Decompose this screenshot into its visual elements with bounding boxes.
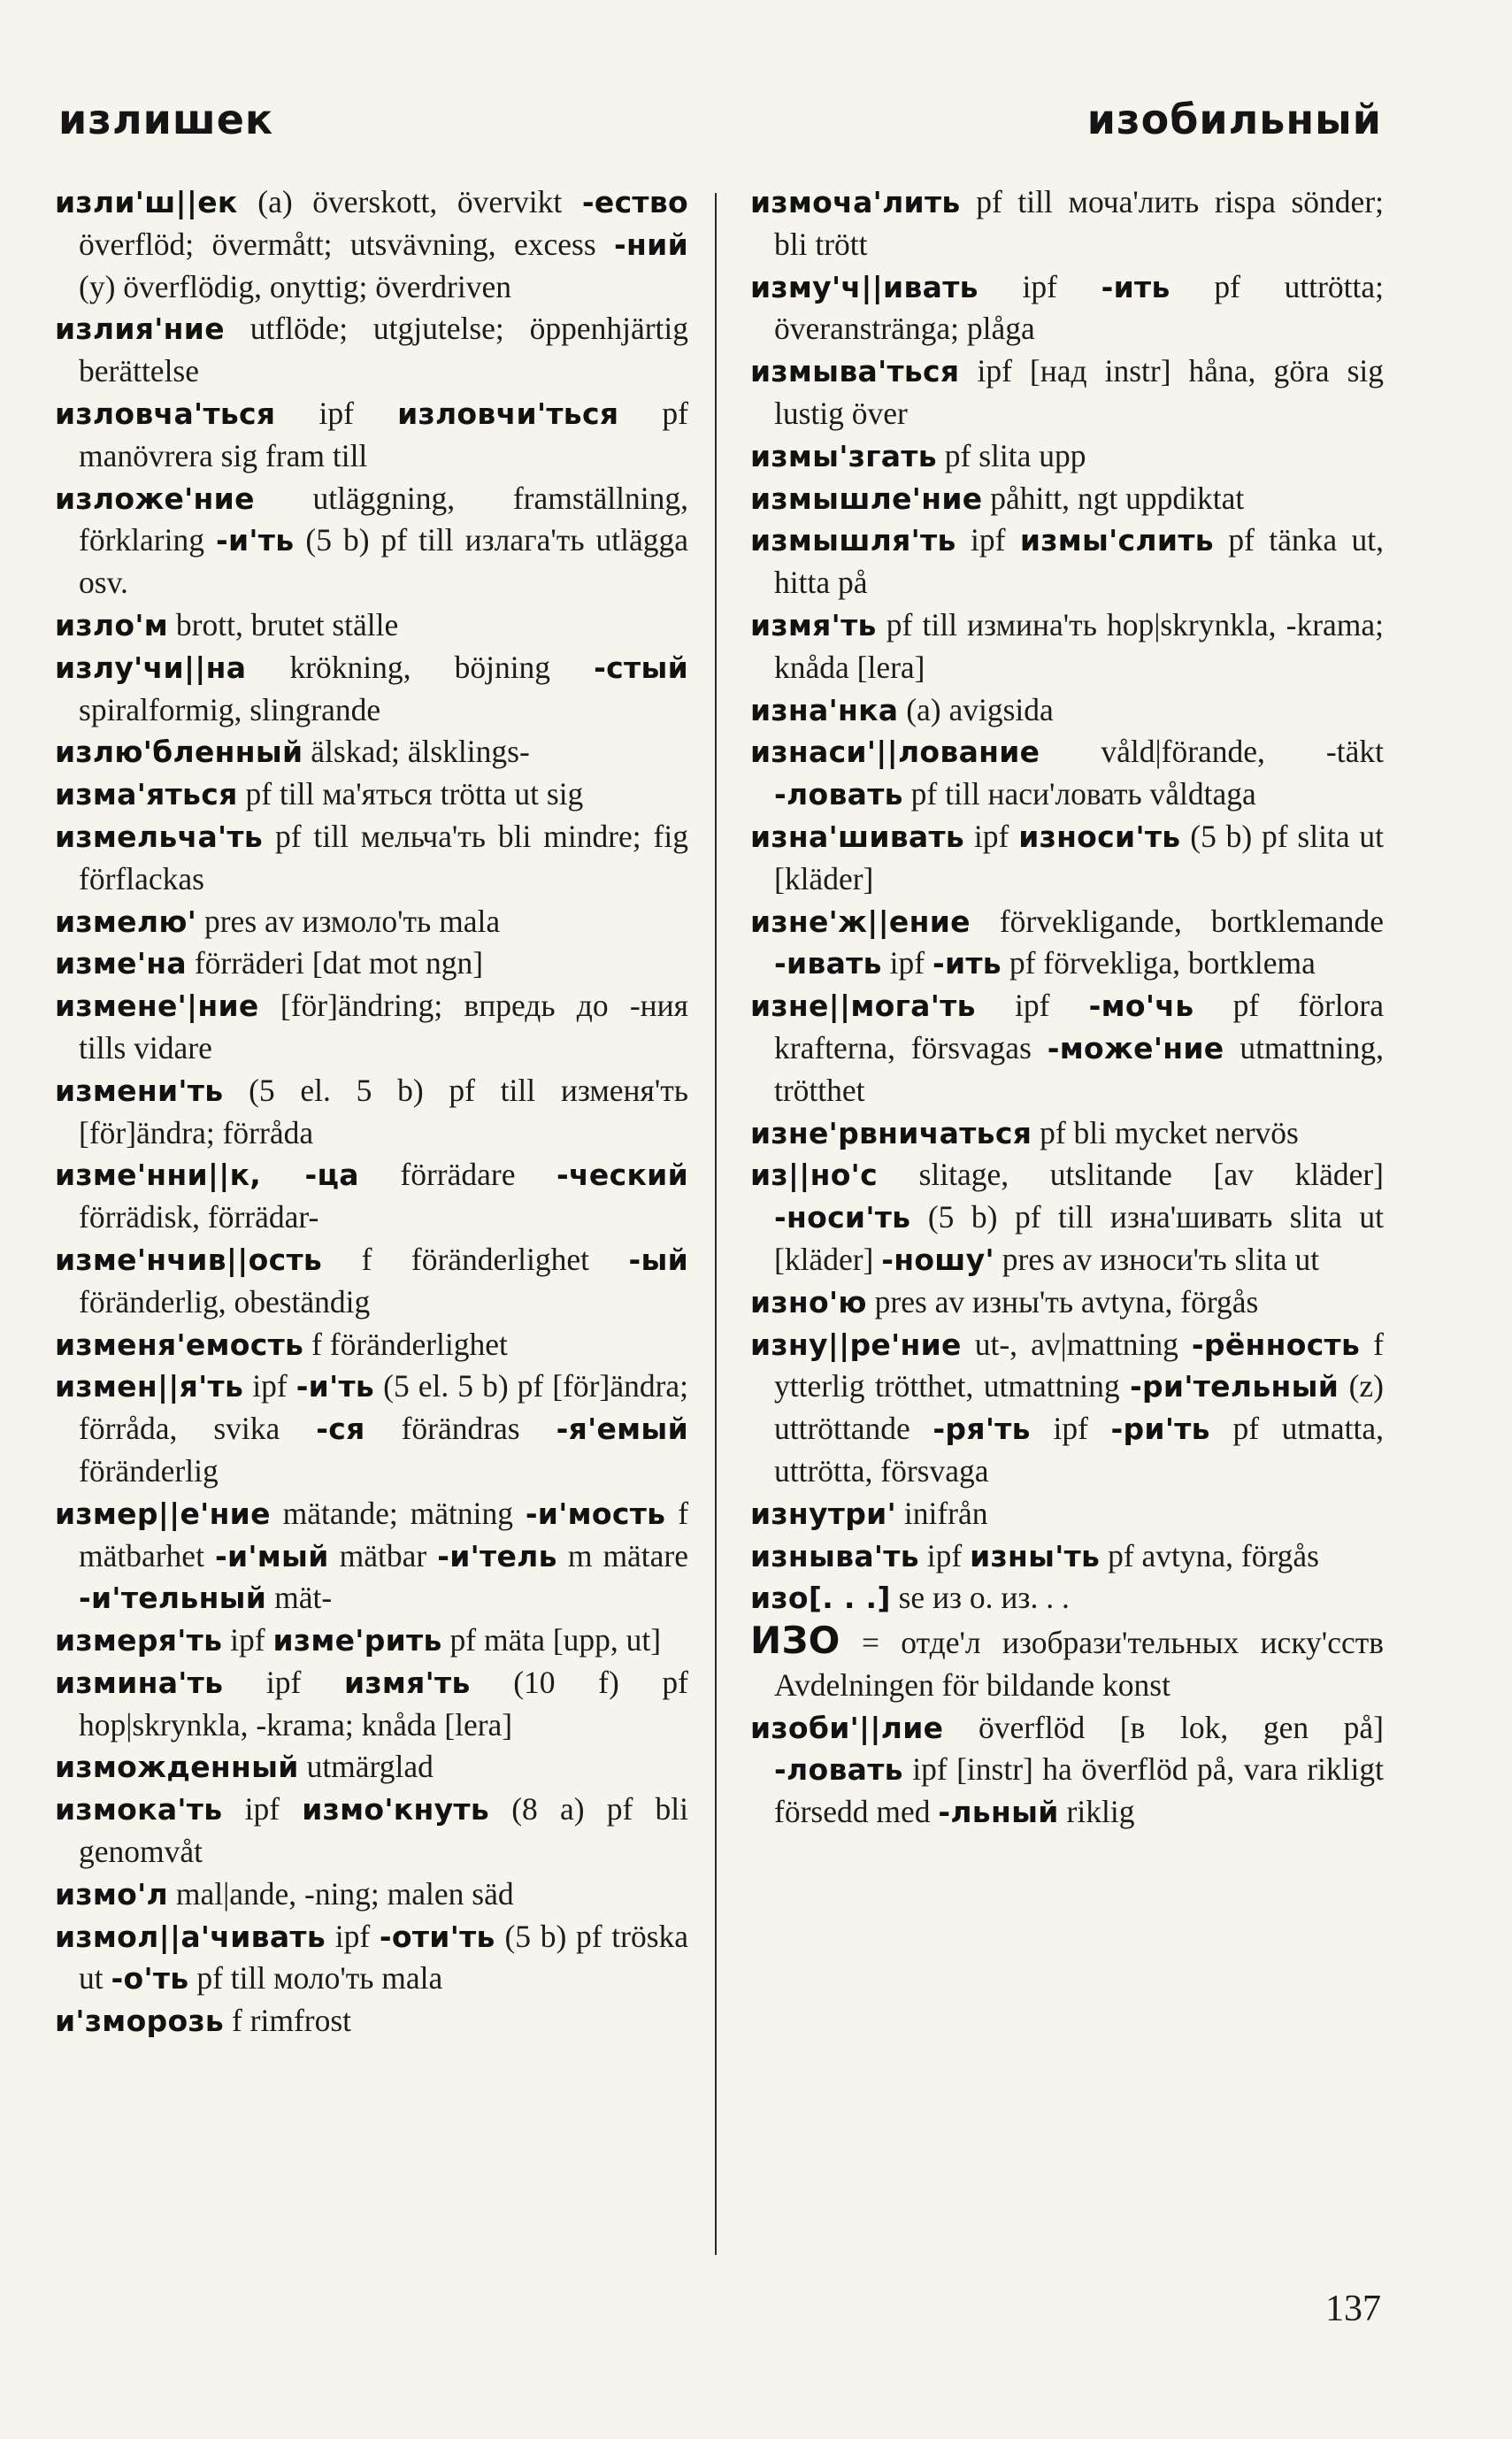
definition: pf uttrötta; överanstränga; plåga: [774, 268, 1384, 347]
headword: изме'нни||к, -ца: [55, 1158, 359, 1193]
entry: [55, 943, 688, 985]
definition: pf till наси'ловать våldtaga: [910, 776, 1256, 812]
definition: pf till моча'лить rispa sönder; bli trött: [774, 184, 1384, 262]
headword: изменя'емость: [55, 1327, 304, 1362]
headword: -ловать: [774, 1752, 903, 1788]
headword: изны'ть: [970, 1538, 1101, 1573]
headword: изло'м: [55, 607, 169, 642]
definition: pf till измина'ть hop|skrynkla, -krama; knåda [lera]: [774, 606, 1385, 685]
headword: -ловать: [774, 777, 903, 812]
headword: -ивать: [774, 946, 882, 981]
definition: ipf: [1014, 988, 1050, 1024]
headword: изныва'ть: [750, 1538, 919, 1573]
definition: ipf: [265, 1664, 302, 1700]
headword: измоча'лить: [750, 185, 961, 219]
entry: [750, 478, 1384, 520]
headword: изо[. . .]: [750, 1581, 891, 1616]
definition: se из o. из. . .: [898, 1580, 1070, 1616]
definition: m mätare: [567, 1537, 689, 1573]
entry: [750, 689, 1384, 732]
definition: våld|förande, -täkt: [1101, 734, 1384, 770]
definition: ipf: [971, 522, 1006, 558]
definition: (8 a) pf bli genomvåt: [79, 1791, 689, 1870]
headword: измеря'ть: [55, 1623, 223, 1658]
definition: f ytterlig trötthet, utmattning: [774, 1326, 1384, 1404]
headword: из||но'с: [750, 1158, 878, 1193]
entry: [55, 731, 688, 773]
definition: krökning, böjning: [289, 649, 551, 685]
headword: изну||ре'ние: [750, 1327, 962, 1362]
entry: [55, 478, 688, 604]
definition: pf avtyna, förgås: [1108, 1537, 1319, 1573]
definition: förräderi [dat mot ngn]: [194, 945, 484, 981]
definition: pf till моло'ть mala: [196, 1960, 443, 1997]
headword: измы'згать: [750, 438, 937, 473]
headword: -ри'ть: [1110, 1412, 1210, 1447]
definition: spiralformig, slingrande: [79, 691, 381, 727]
definition: pf till мельча'ть bli mindre; fig förflackas: [79, 818, 688, 896]
definition: inifrån: [903, 1495, 988, 1531]
headword: измышле'ние: [750, 481, 983, 516]
definition: ipf: [244, 1791, 280, 1827]
definition: utläggning, framställning, förklaring: [79, 480, 688, 558]
definition: pf manövrera sig fram till: [79, 395, 688, 473]
definition: (5 b) pf till излага'ть utlägga osv.: [79, 522, 689, 601]
definition: ipf [instr] ha överflöd på, vara rikligt försedd med: [774, 1751, 1385, 1830]
column-divider: [715, 193, 717, 2255]
headword: измен||я'ть: [55, 1369, 244, 1404]
headword: измя'ть: [750, 607, 877, 642]
definition: pres av изны'ть avtyna, förgås: [874, 1283, 1259, 1320]
headword: изнаси'||лование: [750, 735, 1040, 770]
definition: förvekligande, bortklemande: [999, 903, 1384, 939]
headword: изнутри': [750, 1496, 896, 1531]
entry: [750, 435, 1384, 478]
definition: f mätbarhet: [79, 1495, 689, 1573]
entry: [750, 1577, 1384, 1620]
headword: -льный: [938, 1795, 1059, 1830]
headword: -ношу': [881, 1242, 994, 1277]
headword: измельча'ть: [55, 819, 264, 854]
headword: измелю': [55, 904, 197, 939]
definition: ipf: [252, 1368, 288, 1404]
headword: -ество: [581, 185, 689, 219]
headword: -и'ть: [295, 1369, 375, 1404]
headword: изма'яться: [55, 777, 238, 812]
definition: ipf: [230, 1622, 265, 1658]
headword: изму'ч||ивать: [750, 269, 979, 304]
headword: изловча'ться: [55, 396, 276, 431]
headword: износи'ть: [1018, 819, 1181, 854]
headword: измени'ть: [55, 1073, 224, 1108]
entry: [55, 393, 688, 478]
headword: -ря'ть: [933, 1412, 1031, 1447]
headword: измене'|ние: [55, 989, 259, 1024]
headword: измышля'ть: [750, 523, 956, 558]
definition: förändras: [401, 1411, 520, 1447]
definition: pf utmatta, uttrötta, försvaga: [774, 1411, 1385, 1489]
headword: изможденный: [55, 1750, 299, 1785]
left-column: [55, 181, 688, 2043]
entry: [55, 1916, 688, 2001]
definition: ipf: [1022, 268, 1057, 304]
headword: -мо'чь: [1088, 989, 1194, 1024]
headword: измыва'ться: [750, 354, 960, 389]
definition: (10 f) pf hop|skrynkla, -krama; knåda [lera]: [79, 1664, 689, 1743]
headword: -ри'тельный: [1130, 1369, 1339, 1404]
headword: измя'ть: [343, 1665, 471, 1700]
definition: pf förlora krafterna, försvagas: [774, 988, 1384, 1066]
entry: [750, 1112, 1384, 1155]
entry: [55, 647, 688, 732]
definition: föränderlig: [79, 1452, 219, 1489]
page-number: 137: [1325, 2289, 1381, 2329]
definition: utflöde; utgjutelse; öppenhjärtig berättelse: [79, 311, 688, 389]
entry: [55, 604, 688, 647]
definition: (a) överskott, övervikt: [257, 184, 563, 219]
definition: mal|ande, -ning; malen säd: [175, 1875, 514, 1912]
definition: ipf: [926, 1537, 963, 1573]
entry: [55, 985, 688, 1070]
definition: föränderlig, obeständig: [79, 1283, 371, 1320]
definition: överflöd; övermått; utsvävning, excess: [79, 226, 596, 262]
headword: -рённость: [1191, 1327, 1361, 1362]
entry: [55, 1154, 688, 1239]
entry: [55, 1620, 688, 1662]
definition: ut-, av|mattning: [974, 1326, 1178, 1362]
headword: -и'тельный: [79, 1581, 267, 1616]
headword: изли'ш||ек: [55, 185, 238, 219]
entry: [750, 350, 1384, 435]
headword: -и'тель: [437, 1538, 557, 1573]
definition: (z) uttröttande: [774, 1368, 1384, 1447]
entry: [55, 308, 688, 393]
definition: mätande; mätning: [282, 1495, 513, 1531]
definition: pf till ма'яться trötta ut sig: [245, 776, 584, 812]
entry: [750, 1620, 1384, 1707]
entry: [750, 266, 1384, 351]
headword: -ый: [628, 1242, 689, 1277]
headword: измо'кнуть: [302, 1792, 489, 1827]
headword: изложе'ние: [55, 481, 255, 516]
definition: påhitt, ngt uppdiktat: [990, 480, 1245, 516]
definition: pf slita upp: [944, 437, 1086, 473]
headword: -и'мость: [525, 1496, 666, 1531]
headword: изно'ю: [750, 1284, 867, 1320]
entry: [750, 731, 1384, 816]
entry: [750, 181, 1384, 266]
entry: [55, 1324, 688, 1366]
definition: (5 el. 5 b) pf till изменя'ть [för]ändra; förråda: [79, 1072, 688, 1150]
headword: -я'емый: [556, 1412, 688, 1447]
entry: [750, 604, 1384, 689]
definition: mät-: [274, 1580, 333, 1616]
definition: (y) överflödig, onyttig; överdriven: [79, 268, 511, 304]
entry: [55, 1070, 688, 1155]
headword: измина'ть: [55, 1665, 224, 1700]
headword: -ний: [614, 227, 688, 262]
definition: pf bli mycket nervös: [1040, 1114, 1299, 1150]
headword: изне||мога'ть: [750, 989, 976, 1024]
entry: [750, 1154, 1384, 1281]
right-column: [750, 181, 1384, 1834]
entry: [55, 901, 688, 943]
entry: [750, 1281, 1384, 1324]
definition: förrädare: [400, 1157, 516, 1193]
running-head-right: изобильный: [1086, 96, 1382, 143]
definition: älskad; älsklings-: [311, 734, 530, 770]
headword: -ся: [316, 1412, 365, 1447]
definition: utmattning, trötthet: [774, 1029, 1385, 1108]
definition: (a) avigsida: [906, 691, 1054, 727]
headword: -и'мый: [214, 1538, 329, 1573]
headword: изне'рвничаться: [750, 1115, 1032, 1150]
headword: излу'чи||на: [55, 650, 247, 685]
entry: [55, 773, 688, 816]
entry: [55, 1662, 688, 1747]
headword: -може'ние: [1047, 1030, 1224, 1066]
headword: изна'нка: [750, 692, 899, 727]
headword: и'зморозь: [55, 2004, 225, 2039]
headword: измол||а'чивать: [55, 1919, 326, 1954]
headword: изна'шивать: [750, 819, 965, 854]
definition: (5 b) pf tröska ut: [79, 1918, 689, 1997]
definition: = отде'л изобрази'тельных иску'сств Avdelningen för bildande konst: [774, 1625, 1384, 1703]
headword: измы'слить: [1019, 523, 1214, 558]
headword: -и'ть: [215, 523, 295, 558]
entry: [750, 901, 1384, 986]
entry: [750, 519, 1384, 604]
definition: ipf: [1053, 1411, 1088, 1447]
headword: -носи'ть: [774, 1200, 911, 1235]
headword: изме'на: [55, 946, 187, 981]
headword: изоби'||лие: [750, 1710, 944, 1745]
definition: slitage, utslitande [av kläder]: [918, 1157, 1384, 1193]
definition: (5 b) pf slita ut [kläder]: [774, 818, 1385, 896]
headword: изме'нчив||ость: [55, 1242, 323, 1277]
headword: изме'рить: [272, 1623, 442, 1658]
headword: -ческий: [556, 1158, 689, 1193]
definition: ipf: [973, 818, 1009, 854]
headword: -о'ть: [111, 1961, 189, 1997]
definition: riklig: [1066, 1794, 1135, 1830]
definition: pf mäta [upp, ut]: [449, 1622, 662, 1658]
entry: [55, 1239, 688, 1324]
definition: pf tänka ut, hitta på: [774, 522, 1385, 601]
definition: pres av измоло'ть mala: [203, 903, 501, 939]
definition: pres av износи'ть slita ut: [1002, 1241, 1320, 1277]
headword: изловчи'ться: [397, 396, 619, 431]
definition: ipf: [889, 945, 925, 981]
headword: ИЗО: [750, 1619, 840, 1663]
entry: [55, 1746, 688, 1789]
definition: (5 el. 5 b) pf [för]ändra; förråda, svika: [79, 1368, 689, 1447]
definition: förrädisk, förrädar-: [79, 1199, 319, 1235]
entry: [750, 985, 1384, 1112]
entry: [750, 816, 1384, 901]
entry: [750, 1707, 1384, 1834]
definition: pf förvekliga, bortklema: [1009, 945, 1316, 981]
definition: (5 b) pf till изна'шивать slita ut [kläder]: [774, 1199, 1384, 1277]
entry: [55, 1873, 688, 1916]
headword: -оти'ть: [379, 1919, 495, 1954]
definition: ipf: [334, 1918, 371, 1954]
entry: [750, 1493, 1384, 1535]
headword: изне'ж||ение: [750, 904, 971, 939]
definition: f föränderlighet: [311, 1326, 508, 1362]
entry: [55, 816, 688, 901]
running-head-left: излишек: [58, 96, 274, 143]
entry: [55, 2000, 688, 2043]
definition: [för]ändring; впредь до -ния tills vidare: [79, 988, 688, 1066]
headword: -стый: [594, 650, 689, 685]
definition: mätbar: [339, 1537, 427, 1573]
definition: f föränderlighet: [361, 1241, 589, 1277]
headword: излю'бленный: [55, 735, 303, 770]
headword: излия'ние: [55, 312, 225, 347]
entry: [55, 1789, 688, 1873]
headword: -ить: [932, 946, 1002, 981]
definition: utmärglad: [306, 1749, 434, 1785]
entry: [55, 181, 688, 308]
headword: измо'л: [55, 1876, 169, 1912]
definition: brott, brutet ställe: [175, 606, 399, 642]
definition: f rimfrost: [231, 2003, 352, 2039]
definition: överflöd [в lok, gen på]: [978, 1709, 1385, 1745]
entry: [55, 1493, 688, 1620]
definition: ipf [над instr] håna, göra sig lustig över: [774, 353, 1384, 431]
headword: измер||е'ние: [55, 1496, 271, 1531]
headword: измока'ть: [55, 1792, 223, 1827]
entry: [750, 1535, 1384, 1578]
definition: ipf: [319, 395, 354, 431]
headword: -ить: [1101, 269, 1170, 304]
entry: [750, 1324, 1384, 1493]
entry: [55, 1366, 688, 1492]
